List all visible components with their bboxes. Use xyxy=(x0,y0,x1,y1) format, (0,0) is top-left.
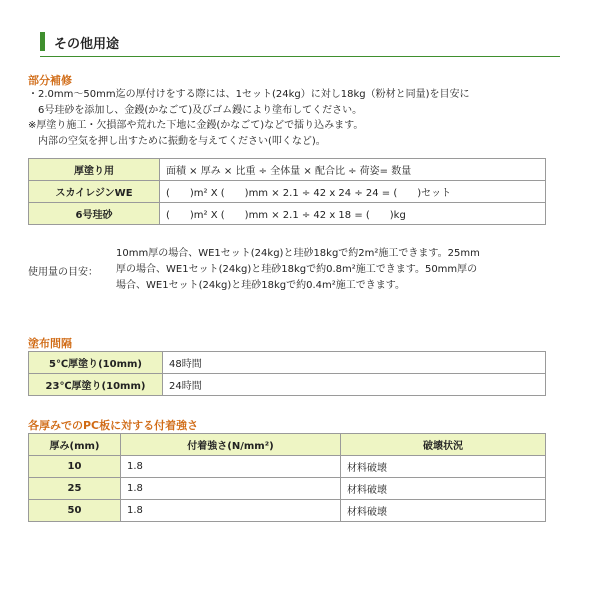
table-row xyxy=(29,352,546,374)
row-label: 厚塗り用 xyxy=(29,159,160,181)
page-title: その他用途 xyxy=(54,37,120,52)
usage-line: 場合、WE1セット(24kg)と珪砂18kgで約0.4m²施工できます。 xyxy=(116,280,405,291)
calculation-table xyxy=(28,158,546,225)
section-title-adhesion-strength: 各厚みでのPC板に対する付着強さ xyxy=(28,419,199,432)
row-label: 5℃厚塗り(10mm) xyxy=(29,352,163,374)
description-line: 6号珪砂を添加し、金鏝(かなごて)及びゴム鏝により塗布してください。 xyxy=(28,104,363,116)
table-row xyxy=(29,456,546,478)
section-title-partial-repair: 部分補修 xyxy=(28,74,72,87)
row-value: ( )m² X ( )mm × 2.1 ÷ 42 x 24 ÷ 24 = ( )セット xyxy=(160,181,546,203)
usage-description xyxy=(116,246,480,294)
thickness-cell: 25 xyxy=(29,478,121,500)
usage-label: 使用量の目安： xyxy=(28,267,98,278)
table-row xyxy=(29,159,546,181)
column-header: 厚み(mm) xyxy=(29,434,121,456)
row-label: 23℃厚塗り(10mm) xyxy=(29,374,163,396)
column-header: 付着強さ(N/mm²) xyxy=(121,434,341,456)
row-value: 24時間 xyxy=(163,374,546,396)
thickness-cell: 50 xyxy=(29,500,121,522)
header-accent-bar xyxy=(40,32,45,51)
row-value: 面積 × 厚み × 比重 ÷ 全体量 × 配合比 ÷ 荷姿= 数量 xyxy=(160,159,546,181)
adhesion-table xyxy=(28,433,546,522)
table-header-row xyxy=(29,434,546,456)
strength-cell: 1.8 xyxy=(121,456,341,478)
table-row xyxy=(29,374,546,396)
table-row xyxy=(29,203,546,225)
table-row xyxy=(29,500,546,522)
interval-table xyxy=(28,351,546,396)
section-title-coating-interval: 塗布間隔 xyxy=(28,337,72,350)
failure-mode-cell: 材料破壊 xyxy=(341,478,546,500)
description-line: ・2.0mm〜50mm迄の厚付けをする際には、1セット(24kg）に対し18kg（粉材と同量)を目安に xyxy=(28,89,470,100)
table-row xyxy=(29,478,546,500)
column-header: 破壊状況 xyxy=(341,434,546,456)
row-value: ( )m² X ( )mm × 2.1 ÷ 42 x 18 = ( )kg xyxy=(160,203,546,225)
strength-cell: 1.8 xyxy=(121,478,341,500)
row-label: スカイレジンWE xyxy=(29,181,160,203)
failure-mode-cell: 材料破壊 xyxy=(341,456,546,478)
usage-line: 厚の場合、WE1セット(24kg)と珪砂18kgで約0.8m²施工できます。50mm厚の xyxy=(116,264,478,275)
page-header xyxy=(40,30,560,57)
partial-repair-description xyxy=(28,87,469,149)
row-label: 6号珪砂 xyxy=(29,203,160,225)
description-line: 内部の空気を押し出すために振動を与えてください(叩くなど)。 xyxy=(28,135,326,147)
thickness-cell: 10 xyxy=(29,456,121,478)
usage-line: 10mm厚の場合、WE1セット(24kg)と珪砂18kgで約2m²施工できます。25mm xyxy=(116,248,480,259)
strength-cell: 1.8 xyxy=(121,500,341,522)
row-value: 48時間 xyxy=(163,352,546,374)
table-row xyxy=(29,181,546,203)
description-line: ※厚塗り施工・欠損部や荒れた下地に金鏝(かなごて)などで擂り込みます。 xyxy=(28,120,364,131)
failure-mode-cell: 材料破壊 xyxy=(341,500,546,522)
